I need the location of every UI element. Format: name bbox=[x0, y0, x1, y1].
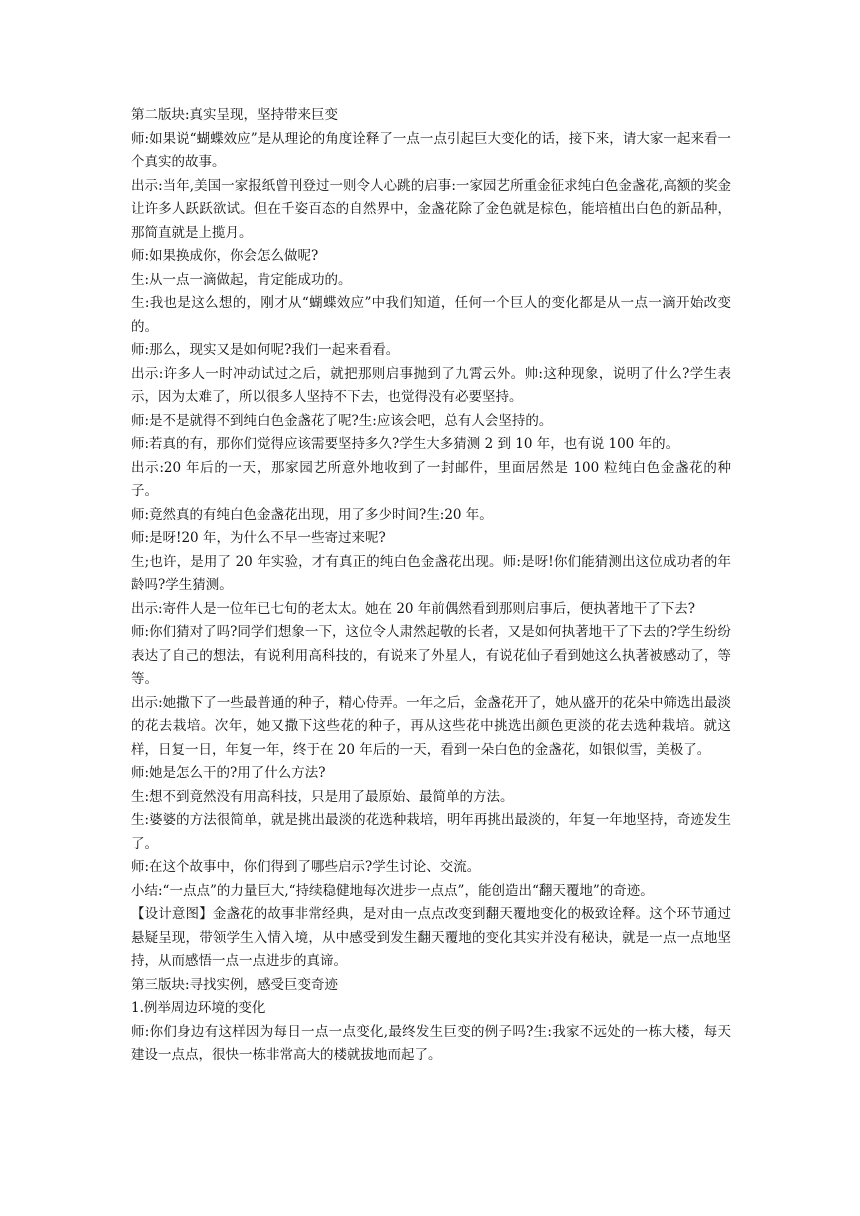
subsection-heading-1: 1.例举周边环境的变化 bbox=[131, 1000, 266, 1016]
paragraph-teacher-imagine: 师:你们猜对了吗?同学们想象一下，这位令人肃然起敬的长者，又是如何执著地干了下去的?学生纷纷表达了自己的想法，有说利用高科技的，有说来了外星人，有说花仙子看到她这么执著被感动了，等等。 bbox=[131, 624, 731, 687]
section-heading-2: 第二版块:真实呈现，坚持带来巨变 bbox=[131, 107, 339, 123]
document-page bbox=[131, 104, 731, 1068]
paragraph-teacher-why: 师:是呀!20 年，为什么不早一些寄过来呢? bbox=[131, 530, 386, 546]
paragraph-student-simple: 生:想不到竟然没有用高科技，只是用了最原始、最简单的方法。 bbox=[131, 788, 514, 805]
section-heading-3: 第三版块:寻找实例，感受巨变奇迹 bbox=[131, 976, 339, 993]
paragraph-summary: 小结:“一点点”的力量巨大,“持续稳健地每次进步一点点”，能创造出“翻天覆地”的奇迹。 bbox=[131, 882, 654, 899]
paragraph-teacher-question: 师:如果换成你，你会怎么做呢? bbox=[131, 248, 319, 264]
paragraph-student-answer-1: 生:从一点一滴做起，肯定能成功的。 bbox=[131, 271, 352, 288]
paragraph-teacher-reality: 师:那么，现实又是如何呢?我们一起来看看。 bbox=[131, 342, 400, 358]
paragraph-student-granny: 生:婆婆的方法很简单，就是挑出最淡的花选种栽培，明年再挑出最淡的，年复一年地坚持，奇迹发生了。 bbox=[131, 812, 731, 852]
paragraph-teacher-examples: 师:你们身边有这样因为每日一点一点变化,最终发生巨变的例子吗?生:我家不远处的一栋大楼，每天建设一点点，很快一栋非常高大的楼就拔地而起了。 bbox=[131, 1023, 731, 1063]
paragraph-teacher-how-long: 师:若真的有，那你们觉得应该需要坚持多久?学生大多猜测 2 到 10 年，也有说 100 年的。 bbox=[131, 436, 680, 452]
paragraph-student-answer-2: 生:我也是这么想的，刚才从“蝴蝶效应”中我们知道，任何一个巨人的变化都是从一点一滴开始改变的。 bbox=[131, 295, 731, 335]
paragraph-teacher-time: 师:竟然真的有纯白色金盏花出现，用了多少时间?生:20 年。 bbox=[131, 506, 493, 523]
paragraph-teacher-insight: 师:在这个故事中，你们得到了哪些启示?学生讨论、交流。 bbox=[131, 859, 481, 875]
paragraph-show-notice: 出示:当年,美国一家报纸曾刊登过一则令人心跳的启事:一家园艺所重金征求纯白色金盏花,高额的奖金让许多人跃跃欲试。但在千姿百态的自然界中，金盏花除了金色就是棕色，能培植出白色的新品种，那简直就是上揽月。 bbox=[131, 177, 731, 241]
paragraph-teacher-intro: 师:如果说“蝴蝶效应”是从理论的角度诠释了一点一点引起巨大变化的话，接下来，请大家一起来看一个真实的故事。 bbox=[131, 130, 731, 170]
paragraph-show-20-years: 出示:20 年后的一天，那家园艺所意外地收到了一封邮件，里面居然是 100 粒纯白色金盏花的种子。 bbox=[131, 459, 731, 499]
paragraph-student-experiment: 生;也许，是用了 20 年实验，才有真正的纯白色金盏花出现。师:是呀!你们能猜测出这位成功者的年龄吗?学生猜测。 bbox=[131, 553, 731, 593]
paragraph-show-impulse: 出示:许多人一时冲动试过之后，就把那则启事抛到了九霄云外。帅:这种现象，说明了什么?学生表示，因为太难了，所以很多人坚持不下去，也觉得没有必要坚持。 bbox=[131, 365, 731, 405]
paragraph-design-intent: 【设计意图】金盏花的故事非常经典，是对由一点点改变到翻天覆地变化的极致诠释。这个环节通过悬疑呈现，带领学生入情入境，从中感受到发生翻天覆地的变化其实并没有秘诀，就是一点一点地坚持，从而感悟一点一点进步的真谛。 bbox=[131, 906, 731, 969]
paragraph-teacher-white-flower: 师:是不是就得不到纯白色金盏花了呢?生:应该会吧，总有人会坚持的。 bbox=[131, 412, 553, 429]
paragraph-show-method: 出示:她撒下了一些最普通的种子，精心侍弄。一年之后，金盏花开了，她从盛开的花朵中筛选出最淡的花去栽培。次年，她又撒下这些花的种子，再从这些花中挑选出颜色更淡的花去选种栽培。就这样，日复一日，年复一年，终于在 20 年后的一天，看到一朵白色的金盏花，如银似雪，美极了。 bbox=[131, 694, 731, 758]
paragraph-teacher-method: 师:她是怎么干的?用了什么方法? bbox=[131, 765, 326, 781]
paragraph-show-sender: 出示:寄件人是一位年已七旬的老太太。她在 20 年前偶然看到那则启事后，便执著地干了下去? bbox=[131, 600, 696, 617]
